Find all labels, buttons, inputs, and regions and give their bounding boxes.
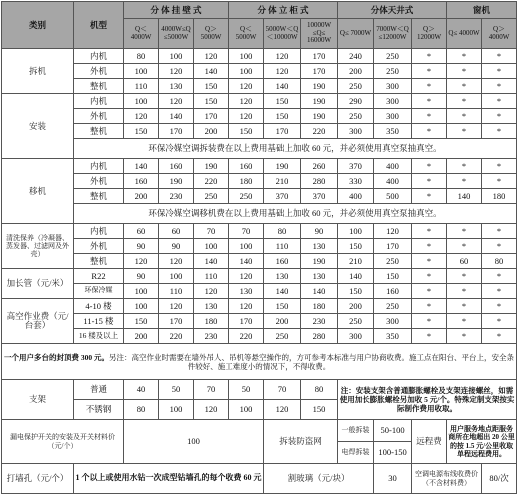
price-cell: 170: [301, 49, 338, 64]
install-note: 环保冷媒空调拆装费在以上费用基础上加收 60 元，并必须使用真空泵抽真空。: [74, 139, 517, 159]
price-cell: 120: [124, 254, 159, 269]
price-cell: 120: [194, 400, 229, 420]
price-cell: 90: [301, 224, 338, 239]
price-cell: 150: [264, 299, 301, 314]
price-cell: 230: [194, 329, 229, 344]
weld-label: 电焊拆装: [338, 442, 374, 464]
header-model: 机型: [74, 2, 124, 49]
price-cell: 350: [374, 329, 412, 344]
price-cell: 160: [374, 284, 412, 299]
price-cell: 110: [264, 239, 301, 254]
price-cell: *: [412, 239, 447, 254]
header-sub: Q≤ 4000W: [447, 19, 482, 49]
price-cell: 120: [229, 109, 264, 124]
price-cell: 370: [264, 189, 301, 204]
price-cell: 80: [124, 49, 159, 64]
price-cell: *: [447, 79, 482, 94]
header-wall-mounted: 分 体 挂 壁 式: [124, 2, 229, 19]
price-cell: 60: [124, 224, 159, 239]
remote-label: 远程费: [412, 420, 447, 464]
price-cell: 250: [374, 64, 412, 79]
table-row: [2, 380, 517, 400]
price-cell: 180: [482, 189, 517, 204]
price-cell: 160: [229, 159, 264, 174]
row-model: 外机: [74, 64, 124, 79]
row-model: 内机: [74, 94, 124, 109]
price-cell: 170: [264, 124, 301, 139]
row-category: 高空作业费（元/台套）: [2, 299, 74, 344]
header-sub: Q＞5000W: [194, 19, 229, 49]
price-cell: 170: [301, 64, 338, 79]
price-cell: 80: [124, 400, 159, 420]
price-cell: *: [447, 174, 482, 189]
price-cell: 370: [301, 189, 338, 204]
table-row: [2, 299, 517, 314]
price-cell: 160: [264, 254, 301, 269]
price-cell: 230: [301, 314, 338, 329]
price-cell: 70: [229, 224, 264, 239]
price-cell: 220: [159, 329, 194, 344]
price-cell: 120: [264, 64, 301, 79]
row-category: 支架: [2, 380, 74, 420]
price-cell: 190: [264, 159, 301, 174]
price-cell: 400: [338, 189, 374, 204]
price-cell: 90: [159, 239, 194, 254]
drill-note: 1 个以上或使用水钻一次成型钻墙孔的每个收费 60 元: [74, 464, 264, 494]
table-row: [2, 254, 517, 269]
weld-value: 100-150: [374, 442, 412, 464]
price-cell: *: [412, 284, 447, 299]
general-label: 一般拆装: [338, 420, 374, 442]
price-cell: 170: [374, 239, 412, 254]
price-cell: 250: [374, 254, 412, 269]
row-model: 整机: [74, 79, 124, 94]
price-cell: *: [412, 49, 447, 64]
price-cell: *: [482, 94, 517, 109]
price-cell: *: [482, 79, 517, 94]
power-value: 80/次: [482, 464, 517, 494]
price-cell: 120: [229, 94, 264, 109]
price-cell: 50: [229, 380, 264, 400]
price-cell: 120: [194, 49, 229, 64]
anti-theft-label: 拆装防盗网: [264, 420, 338, 464]
leak-switch-label: 漏电保护开关的安装及开关材料价（元/个）: [2, 420, 124, 464]
price-cell: 170: [194, 109, 229, 124]
price-cell: 300: [374, 109, 412, 124]
price-cell: 100: [124, 94, 159, 109]
price-cell: 160: [159, 159, 194, 174]
price-cell: 300: [374, 94, 412, 109]
row-model: 外机: [74, 109, 124, 124]
price-cell: 300: [374, 314, 412, 329]
move-note: 环保冷媒空调移机费在以上费用基础上加收 60 元，并必须使用真空泵抽真空。: [74, 204, 517, 224]
price-cell: 120: [229, 299, 264, 314]
price-cell: 250: [338, 79, 374, 94]
price-cell: 100: [124, 284, 159, 299]
price-cell: 80: [264, 224, 301, 239]
price-cell: 100: [229, 239, 264, 254]
price-cell: *: [447, 64, 482, 79]
price-cell: *: [447, 159, 482, 174]
price-cell: 150: [229, 124, 264, 139]
header-sub: Q＞ 4000W: [482, 19, 517, 49]
price-cell: 160: [124, 174, 159, 189]
table-row: [2, 174, 517, 189]
price-cell: 190: [301, 79, 338, 94]
price-cell: 50: [159, 380, 194, 400]
cap-fee-text: 一个用户多台的封顶费 300 元。: [4, 352, 110, 362]
row-model: 外机: [74, 174, 124, 189]
price-cell: 250: [229, 189, 264, 204]
price-cell: 100: [124, 64, 159, 79]
price-cell: 120: [264, 400, 301, 420]
price-cell: 170: [229, 314, 264, 329]
price-cell: 100: [159, 400, 194, 420]
service-fee-table: [1, 1, 517, 494]
price-cell: 200: [124, 189, 159, 204]
price-cell: *: [482, 49, 517, 64]
price-cell: 140: [124, 159, 159, 174]
drill-label: 打墙孔（元/个）: [2, 464, 74, 494]
price-cell: 250: [264, 329, 301, 344]
price-cell: *: [412, 64, 447, 79]
price-cell: 280: [301, 329, 338, 344]
price-cell: 200: [338, 299, 374, 314]
table-row: [2, 344, 517, 380]
high-work-note: [2, 344, 517, 380]
row-category: 清洗保养（冷凝器、蒸发器、过滤网及外壳）: [2, 224, 74, 269]
price-cell: 140: [264, 284, 301, 299]
price-cell: 100: [229, 49, 264, 64]
price-cell: 140: [194, 64, 229, 79]
table-row: [2, 329, 517, 344]
row-category: 拆机: [2, 49, 74, 94]
header-floor-standing: 分 体 立 柜 式: [229, 2, 338, 19]
row-category: 加长管（元/米）: [2, 269, 74, 299]
general-value: 50-100: [374, 420, 412, 442]
price-cell: 260: [301, 159, 338, 174]
price-cell: 130: [301, 239, 338, 254]
table-row: [2, 64, 517, 79]
price-cell: 70: [194, 380, 229, 400]
price-cell: *: [482, 174, 517, 189]
price-cell: *: [447, 224, 482, 239]
glass-label: 割玻璃（元/块）: [264, 464, 374, 494]
price-cell: *: [412, 174, 447, 189]
price-cell: 150: [338, 239, 374, 254]
price-cell: 330: [338, 174, 374, 189]
price-cell: *: [412, 109, 447, 124]
price-cell: 120: [194, 284, 229, 299]
price-cell: *: [412, 314, 447, 329]
header-category: 类别: [2, 2, 74, 49]
price-cell: *: [412, 94, 447, 109]
price-cell: 100: [159, 49, 194, 64]
table-row: [2, 124, 517, 139]
price-cell: 170: [159, 314, 194, 329]
row-model: 不锈钢: [74, 400, 124, 420]
price-cell: 250: [194, 189, 229, 204]
price-cell: 100: [229, 400, 264, 420]
table-row: [2, 139, 517, 159]
bracket-note: 注：安装支架含普通膨胀螺栓及支架连接螺丝，如需使用加长膨胀螺栓另加收 5 元/个。特殊定制支架按实际制作费用收取。: [338, 380, 517, 420]
row-model: 环保冷媒: [74, 284, 124, 299]
header-sub: Q＜5000W: [229, 19, 264, 49]
row-model: 内机: [74, 49, 124, 64]
price-cell: 120: [159, 299, 194, 314]
price-cell: *: [482, 124, 517, 139]
price-cell: 180: [301, 299, 338, 314]
price-cell: *: [447, 94, 482, 109]
price-cell: *: [482, 284, 517, 299]
price-cell: 500: [374, 189, 412, 204]
price-cell: 80: [482, 254, 517, 269]
price-cell: 350: [374, 124, 412, 139]
price-cell: *: [482, 224, 517, 239]
price-cell: 400: [374, 174, 412, 189]
price-cell: 240: [338, 49, 374, 64]
header-sub: 4000W≤Q ≤5000W: [159, 19, 194, 49]
price-cell: 150: [194, 79, 229, 94]
price-cell: 60: [447, 254, 482, 269]
row-model: R22: [74, 269, 124, 284]
price-cell: 100: [338, 224, 374, 239]
row-model: 外机: [74, 239, 124, 254]
price-cell: 300: [374, 79, 412, 94]
price-cell: *: [447, 314, 482, 329]
price-cell: *: [482, 329, 517, 344]
price-cell: 300: [338, 124, 374, 139]
price-cell: 280: [301, 174, 338, 189]
price-cell: 110: [159, 284, 194, 299]
price-cell: 120: [124, 109, 159, 124]
price-cell: 190: [301, 254, 338, 269]
price-cell: *: [482, 159, 517, 174]
price-cell: *: [482, 269, 517, 284]
price-cell: 60: [159, 224, 194, 239]
table-row: [2, 420, 517, 442]
price-cell: *: [412, 189, 447, 204]
price-cell: 150: [124, 314, 159, 329]
price-cell: 190: [301, 109, 338, 124]
price-cell: *: [412, 299, 447, 314]
price-cell: 220: [229, 329, 264, 344]
price-cell: *: [447, 284, 482, 299]
header-sub: 5000W＜Q ＜10000W: [264, 19, 301, 49]
price-cell: 140: [264, 79, 301, 94]
price-cell: 150: [194, 94, 229, 109]
row-model: 普通: [74, 380, 124, 400]
header-sub: 10000W ≤Q≤ 16000W: [301, 19, 338, 49]
table-row: [2, 109, 517, 124]
price-cell: 130: [264, 269, 301, 284]
header-sub: Q＞12000W: [412, 19, 447, 49]
header-ceiling: 分体天井式: [338, 2, 447, 19]
price-cell: 190: [301, 94, 338, 109]
price-cell: 140: [447, 189, 482, 204]
row-model: 整机: [74, 254, 124, 269]
price-cell: 100: [229, 64, 264, 79]
price-cell: *: [447, 124, 482, 139]
price-cell: *: [412, 79, 447, 94]
price-cell: 140: [159, 109, 194, 124]
price-cell: 120: [159, 94, 194, 109]
price-cell: *: [447, 109, 482, 124]
price-cell: *: [412, 254, 447, 269]
price-cell: 110: [124, 79, 159, 94]
price-cell: 250: [338, 109, 374, 124]
price-cell: *: [482, 109, 517, 124]
price-cell: 200: [124, 329, 159, 344]
price-cell: 140: [194, 254, 229, 269]
price-cell: *: [447, 299, 482, 314]
price-cell: 300: [338, 329, 374, 344]
price-cell: 90: [124, 239, 159, 254]
glass-value: 30: [374, 464, 412, 494]
price-cell: 220: [194, 174, 229, 189]
price-cell: 200: [194, 124, 229, 139]
price-cell: *: [447, 239, 482, 254]
table-row: [2, 79, 517, 94]
price-cell: *: [447, 49, 482, 64]
price-cell: 80: [301, 380, 338, 400]
leak-switch-value: 100: [124, 420, 264, 464]
high-work-remark: 另注：高空作业时需要在墙外吊人、吊机等悬空操作的，方可参考本标准与用户协商收费。施工点在阳台、平台上，安全条件较好、施工难度小的情况下，不得收费。: [109, 352, 515, 371]
table-row: [2, 49, 517, 64]
row-model: 内机: [74, 224, 124, 239]
price-cell: 100: [194, 239, 229, 254]
price-cell: 120: [159, 64, 194, 79]
row-model: 11-15 楼: [74, 314, 124, 329]
price-cell: 130: [301, 269, 338, 284]
price-cell: 250: [338, 314, 374, 329]
price-cell: 90: [124, 269, 159, 284]
price-cell: 70: [264, 380, 301, 400]
row-model: 整机: [74, 189, 124, 204]
price-cell: 120: [229, 269, 264, 284]
table-row: [2, 94, 517, 109]
header-window: 窗机: [447, 2, 517, 19]
price-cell: 150: [124, 124, 159, 139]
price-cell: 290: [338, 94, 374, 109]
price-cell: 250: [374, 299, 412, 314]
header-sub: Q≤ 7000W: [338, 19, 374, 49]
table-row: [2, 204, 517, 224]
row-category: 移机: [2, 159, 74, 224]
table-row: [2, 314, 517, 329]
table-row: [2, 189, 517, 204]
price-cell: 200: [338, 64, 374, 79]
price-cell: 40: [124, 380, 159, 400]
price-cell: 130: [159, 79, 194, 94]
price-cell: 120: [264, 49, 301, 64]
price-cell: 230: [159, 189, 194, 204]
table-row: [2, 239, 517, 254]
price-cell: 150: [338, 284, 374, 299]
price-cell: *: [412, 329, 447, 344]
price-cell: 210: [264, 174, 301, 189]
price-cell: 130: [194, 299, 229, 314]
price-cell: 140: [301, 284, 338, 299]
price-cell: 370: [338, 159, 374, 174]
header-sub: Q＜4000W: [124, 19, 159, 49]
price-cell: *: [482, 64, 517, 79]
price-cell: 190: [194, 159, 229, 174]
price-cell: 120: [229, 79, 264, 94]
price-cell: 150: [374, 269, 412, 284]
price-cell: 150: [301, 400, 338, 420]
price-cell: 250: [374, 49, 412, 64]
table-row: [2, 224, 517, 239]
price-cell: 210: [338, 254, 374, 269]
price-cell: 120: [374, 224, 412, 239]
price-cell: 180: [194, 314, 229, 329]
price-cell: 170: [159, 124, 194, 139]
price-cell: *: [412, 159, 447, 174]
price-cell: 180: [229, 174, 264, 189]
price-cell: *: [482, 239, 517, 254]
row-model: 16 楼及以上: [74, 329, 124, 344]
price-cell: 70: [194, 224, 229, 239]
price-cell: 100: [124, 299, 159, 314]
power-label: 空调电源布线收费价（不含材料费）: [412, 464, 482, 494]
price-cell: 120: [159, 254, 194, 269]
price-cell: *: [482, 299, 517, 314]
price-cell: 200: [264, 314, 301, 329]
row-category: 安装: [2, 94, 74, 159]
price-cell: *: [412, 224, 447, 239]
price-cell: 110: [194, 269, 229, 284]
price-cell: 100: [159, 269, 194, 284]
price-cell: 190: [159, 174, 194, 189]
price-cell: 150: [264, 109, 301, 124]
row-model: 4-10 楼: [74, 299, 124, 314]
remote-note: 用户服务地点距服务商所在地超出 20 公里的按 1.5 元/公里收取单程远程费用。: [447, 420, 517, 464]
price-cell: 150: [264, 94, 301, 109]
price-cell: *: [412, 269, 447, 284]
header-sub: 7000W＜Q ≤12000W: [374, 19, 412, 49]
price-cell: *: [412, 124, 447, 139]
price-cell: *: [447, 269, 482, 284]
price-cell: 130: [229, 284, 264, 299]
row-model: 内机: [74, 159, 124, 174]
price-cell: 140: [229, 254, 264, 269]
table-row: [2, 464, 517, 494]
price-cell: 220: [301, 124, 338, 139]
table-row: [2, 159, 517, 174]
table-row: [2, 269, 517, 284]
price-cell: 400: [374, 159, 412, 174]
table-row: [2, 284, 517, 299]
price-cell: *: [447, 329, 482, 344]
price-cell: *: [482, 314, 517, 329]
price-cell: 140: [338, 269, 374, 284]
row-model: 整机: [74, 124, 124, 139]
